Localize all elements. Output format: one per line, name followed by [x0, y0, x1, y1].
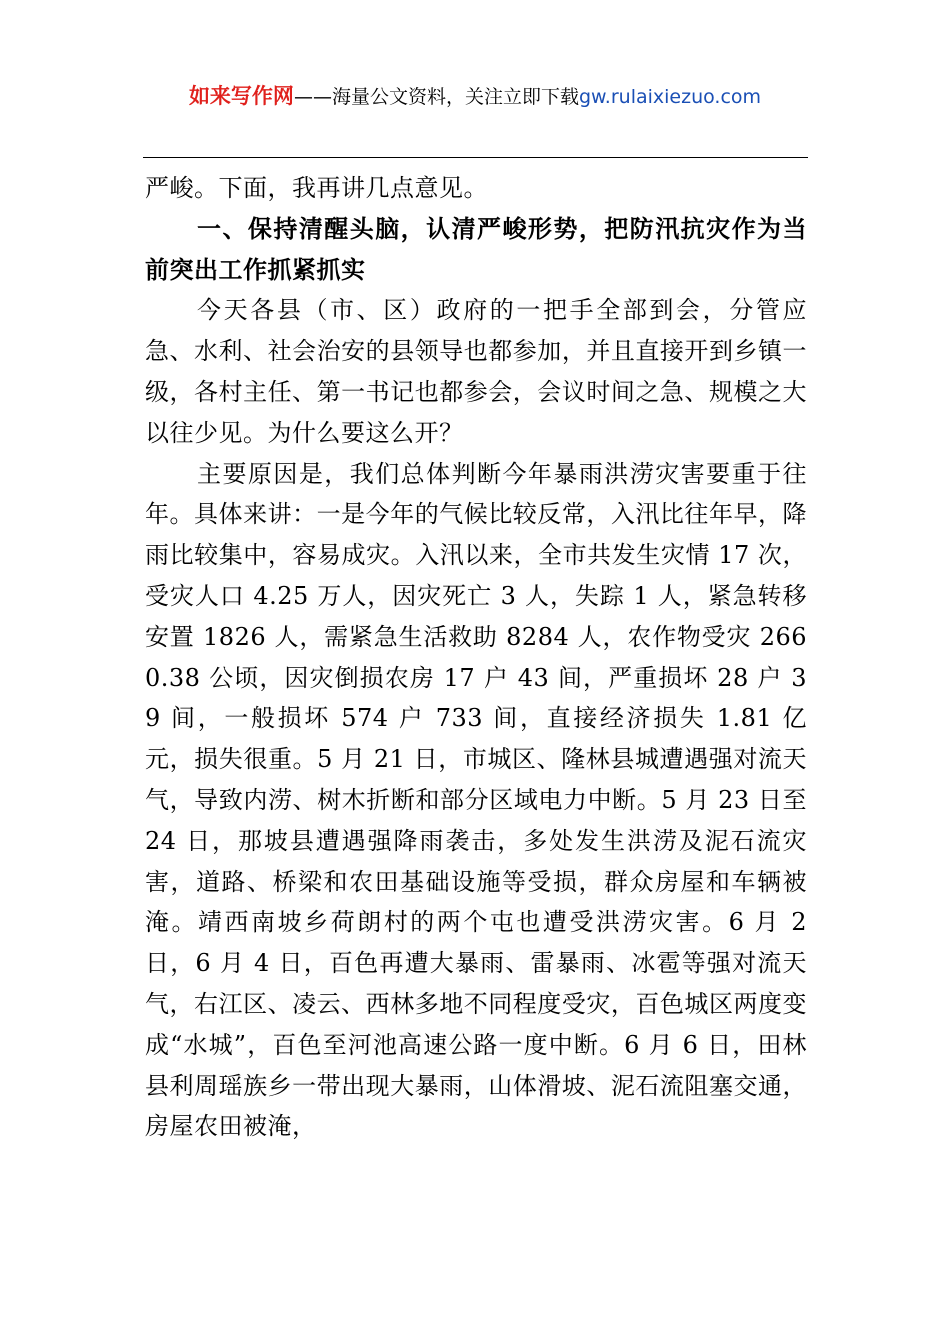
paragraph: 今天各县（市、区）政府的一把手全部到会，分管应急、水利、社会治安的县领导也都参加，并且直接开到乡镇一级，各村主任、第一书记也都参会，会议时间之急、规模之大以往少见。为什么要这么开？ — [145, 296, 807, 447]
header-divider — [143, 157, 808, 158]
site-brand: 如来写作网 — [188, 84, 294, 108]
paragraph: 主要原因是，我们总体判断今年暴雨洪涝灾害要重于往年。具体来讲：一是今年的气候比较反常，入汛比往年早，降雨比较集中，容易成灾。入汛以来，全市共发生灾情 17 次，受灾人口 4.25 万人，因灾死亡 3 人，失踪 1 人，紧急转移安置 1826 人，需紧急生活救助 8284 人，农作物受灾 2660.38 公顷，因灾倒损农房 17 户 43 间，严重损坏 28 户 39 间，一般损坏 574 户 733 间，直接经济损失 1.81 亿元，损失很重。5 月 21 日，市城区、隆林县城遭遇强对流天气，导致内涝、树木折断和部分区域电力中断。5 月 23 日至 24 日，那坡县遭遇强降雨袭击，多处发生洪涝及泥石流灾害，道路、桥梁和农田基础设施等受损，群众房屋和车辆被淹。靖西南坡乡荷朗村的两个屯也遭受洪涝灾害。6 月 2 日，6 月 4 日，百色再遭大暴雨、雷暴雨、冰雹等强对流天气，右江区、凌云、西林多地不同程度受灾，百色城区两度变成“水城”，百色至河池高速公路一度中断。6 月 6 日，田林县利周瑶族乡一带出现大暴雨，山体滑坡、泥石流阻塞交通，房屋农田被淹， — [145, 459, 807, 1141]
section-heading: 一、保持清醒头脑，认清严峻形势，把防汛抗灾作为当前突出工作抓紧抓实 — [145, 214, 807, 284]
header-tagline: ——海量公文资料，关注立即下载 — [293, 86, 579, 108]
paragraph-continuation: 严峻。下面，我再讲几点意见。 — [145, 174, 488, 202]
page-header — [0, 82, 950, 111]
site-link[interactable]: gw.rulaixiezuo.com — [578, 86, 762, 108]
document-body — [145, 168, 807, 1147]
